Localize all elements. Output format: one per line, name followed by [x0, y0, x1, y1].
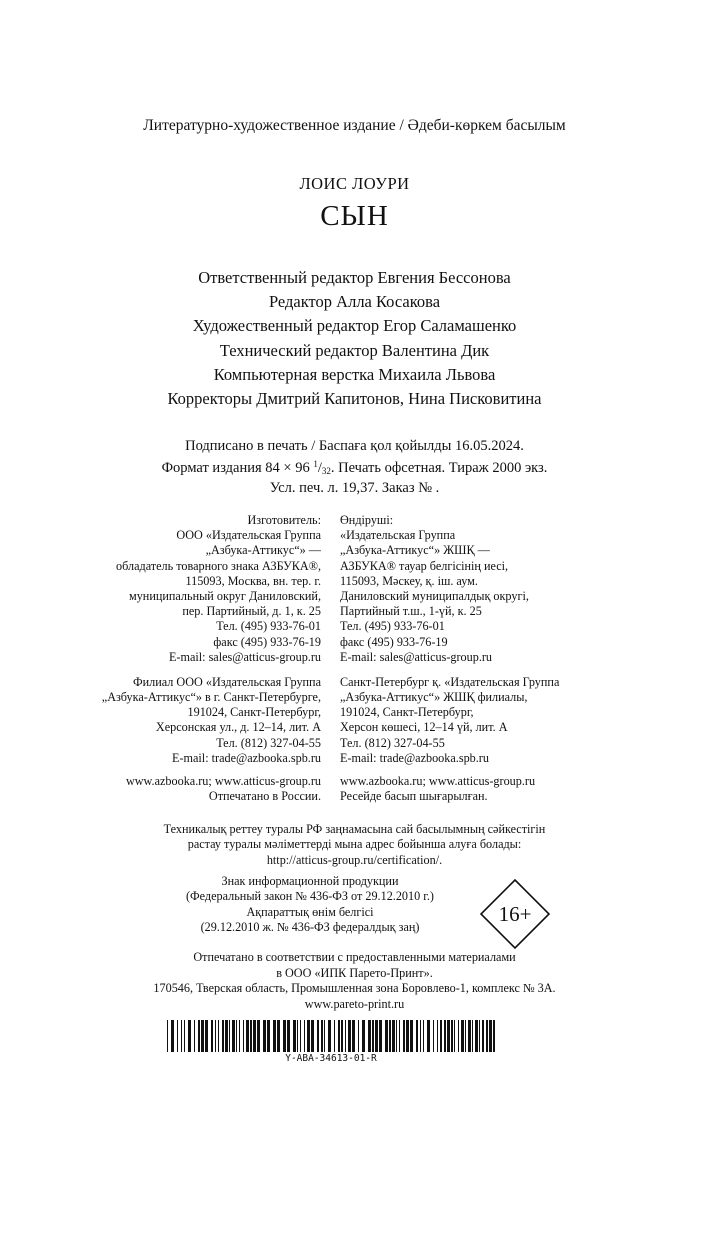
barcode-bar — [167, 1020, 168, 1052]
genre-line: Литературно-художественное издание / Әдеби-көркем басылым — [143, 117, 566, 134]
printer-line: 170546, Тверская область, Промышленная зона Боровлево-1, комплекс № 3А. — [153, 981, 556, 996]
credits-block — [0, 266, 709, 411]
credit-line: Редактор Алла Косакова — [268, 292, 441, 312]
branch-ru-line: „Азбука-Аттикус“» в г. Санкт-Петербурге, — [101, 690, 321, 705]
barcode-bar — [211, 1020, 213, 1052]
barcode-bar — [420, 1020, 421, 1052]
format-line — [0, 456, 709, 481]
barcode-bar — [328, 1020, 331, 1052]
manufacturer-ru-line: Изготовитель: — [247, 513, 321, 527]
barcode-bar — [277, 1020, 280, 1052]
barcode-bar — [486, 1020, 488, 1052]
format-prefix: Формат издания 84 × 96 — [161, 459, 314, 476]
barcode-bar — [334, 1020, 335, 1052]
barcode-bar — [321, 1020, 323, 1052]
manufacturer-kz-line: «Издательская Группа — [340, 528, 456, 543]
barcode-bar — [198, 1020, 200, 1052]
book-title: СЫН — [320, 200, 389, 232]
credit-line: Технический редактор Валентина Дик — [219, 340, 490, 360]
barcode-bar — [458, 1020, 459, 1052]
barcode-bar — [338, 1020, 340, 1052]
printer-info — [0, 950, 709, 1012]
barcode-bar — [385, 1020, 388, 1052]
manufacturer-ru-line: 115093, Москва, вн. тер. г. — [185, 573, 321, 588]
printed-in-ru: Отпечатано в России. — [208, 789, 321, 804]
branch-kz-line: 191024, Санкт-Петербург, — [340, 705, 474, 720]
barcode-bar — [317, 1020, 319, 1052]
certification-line: Техникалық реттеу туралы РФ заңнамасына сай басылымның сәйкестігін — [163, 822, 546, 836]
format-suffix: . Печать офсетная. Тираж 2000 экз. — [330, 459, 548, 476]
barcode-bar — [287, 1020, 290, 1052]
printed-in-kz: Ресейде басып шығарылған. — [340, 789, 488, 804]
barcode-bar — [239, 1020, 240, 1052]
barcode-bar — [324, 1020, 325, 1052]
barcode-bar — [297, 1020, 298, 1052]
barcode-bar — [461, 1020, 464, 1052]
author-name: ЛОИС ЛОУРИ — [299, 174, 410, 193]
barcode-bar — [215, 1020, 216, 1052]
manufacturer-kz-column — [340, 513, 700, 804]
barcode-bar — [267, 1020, 270, 1052]
barcode-bar — [479, 1020, 480, 1052]
barcode-bar — [181, 1020, 182, 1052]
barcode-bar — [358, 1020, 359, 1052]
branch-ru-line: Тел. (812) 327-04-55 — [216, 735, 321, 750]
barcode-bar — [300, 1020, 301, 1052]
barcode-bar — [368, 1020, 371, 1052]
barcode-bar — [257, 1020, 260, 1052]
publication-info — [0, 438, 709, 498]
barcode-bar — [205, 1020, 208, 1052]
barcode-bar — [171, 1020, 174, 1052]
barcode-bar — [177, 1020, 178, 1052]
signed-date: Подписано в печать / Баспаға қол қойылды 16.05.2024. — [185, 438, 524, 454]
barcode-bar — [444, 1020, 446, 1052]
credit-line: Корректоры Дмитрий Капитонов, Нина Писковитина — [167, 389, 542, 409]
manufacturer-kz-line: Даниловский муниципалдық округі, — [340, 588, 529, 603]
branch-kz-line: Санкт-Петербург қ. «Издательская Группа — [340, 674, 560, 689]
manufacturer-ru-line: E-mail: sales@atticus-group.ru — [168, 649, 321, 664]
sign-line: Ақпараттық өнім белгісі — [246, 904, 374, 919]
barcode-bar — [345, 1020, 346, 1052]
barcode-bar — [482, 1020, 484, 1052]
barcode-bar — [236, 1020, 237, 1052]
barcode-bar — [307, 1020, 310, 1052]
branch-kz-line: „Азбука-Аттикус“» ЖШҚ филиалы, — [340, 690, 528, 705]
sign-line: (Федеральный закон № 436-ФЗ от 29.12.2010 г.) — [186, 889, 434, 904]
barcode-bar — [250, 1020, 252, 1052]
barcode-bar — [253, 1020, 256, 1052]
barcode-bar — [283, 1020, 286, 1052]
barcode-bar — [465, 1020, 466, 1052]
manufacturer-kz-line: Партийный т.ш., 1-үй, к. 25 — [340, 604, 482, 619]
barcode-bar — [304, 1020, 305, 1052]
barcode-bar — [472, 1020, 473, 1052]
barcode-bar — [225, 1020, 228, 1052]
manufacturer-ru-line: факс (495) 933-76-19 — [213, 634, 321, 649]
branch-ru-line: Филиал ООО «Издательская Группа — [133, 674, 321, 689]
format-numerator: 1 — [313, 458, 318, 469]
barcode-bar — [396, 1020, 397, 1052]
barcode-bar — [403, 1020, 405, 1052]
barcode-bar — [201, 1020, 204, 1052]
format-slash: / — [317, 459, 322, 476]
barcode-bar — [493, 1020, 495, 1052]
manufacturer-kz-line: АЗБУКА® тауар белгісінің иесі, — [340, 558, 509, 573]
manufacturer-kz-line: 115093, Мәскеу, қ. іш. аум. — [340, 573, 478, 588]
barcode-bar — [392, 1020, 395, 1052]
branch-kz-line: Херсон көшесі, 12–14 үй, лит. А — [340, 720, 508, 735]
barcode-bar — [218, 1020, 219, 1052]
barcode-bar — [273, 1020, 276, 1052]
sign-line: Знак информационной продукции — [221, 874, 399, 888]
printer-line: в ООО «ИПК Парето-Принт». — [276, 965, 433, 980]
barcode-bar — [468, 1020, 471, 1052]
barcode-bar — [243, 1020, 244, 1052]
sign-line: (29.12.2010 ж. № 436-ФЗ федералдық заң) — [200, 920, 420, 935]
barcode-bar — [379, 1020, 382, 1052]
barcode-bar — [451, 1020, 453, 1052]
credit-line: Ответственный редактор Евгения Бессонова — [198, 268, 511, 287]
barcode-bar — [246, 1020, 249, 1052]
barcode-bar — [475, 1020, 478, 1052]
manufacturer-kz-line: Өндіруші: — [340, 513, 394, 527]
manufacturer-kz-line: „Азбука-Аттикус“» ЖШҚ — — [340, 543, 490, 558]
manufacturer-kz-line: E-mail: sales@atticus-group.ru — [340, 649, 493, 664]
manufacturer-ru-line: „Азбука-Аттикус“» — — [205, 543, 321, 558]
barcode-bar — [410, 1020, 413, 1052]
barcode-bar — [416, 1020, 418, 1052]
website-ru: www.azbooka.ru; www.atticus-group.ru — [125, 774, 321, 788]
manufacturer-ru-line: Тел. (495) 933-76-01 — [216, 619, 321, 634]
manufacturer-kz-line: Тел. (495) 933-76-01 — [340, 619, 445, 634]
format-denominator: 32 — [321, 465, 331, 476]
age-rating-text: 16+ — [498, 902, 532, 926]
printer-line: Отпечатано в соответствии с предоставленными материалами — [193, 950, 516, 964]
barcode-bar — [222, 1020, 224, 1052]
credit-line: Художественный редактор Егор Саламашенко — [192, 316, 517, 336]
manufacturer-kz-line: факс (495) 933-76-19 — [340, 634, 448, 649]
manufacturer-ru-line: пер. Партийный, д. 1, к. 25 — [182, 604, 321, 619]
info-product-sign — [150, 874, 470, 936]
barcode — [166, 1020, 496, 1052]
certification-url: http://atticus-group.ru/certification/. — [266, 852, 443, 867]
branch-ru-line: 191024, Санкт-Петербург, — [187, 705, 321, 720]
barcode-bar — [427, 1020, 430, 1052]
manufacturer-ru-column — [0, 513, 321, 804]
barcode-bar — [341, 1020, 343, 1052]
barcode-bar — [188, 1020, 191, 1052]
barcode-bar — [375, 1020, 378, 1052]
branch-kz-line: Тел. (812) 327-04-55 — [340, 735, 445, 750]
barcode-bar — [433, 1020, 434, 1052]
barcode-bar — [454, 1020, 455, 1052]
barcode-bar — [352, 1020, 355, 1052]
barcode-bar — [362, 1020, 365, 1052]
barcode-bar — [348, 1020, 351, 1052]
age-rating-badge — [480, 879, 550, 949]
barcode-bar — [293, 1020, 296, 1052]
barcode-bar — [440, 1020, 442, 1052]
barcode-bar — [423, 1020, 424, 1052]
barcode-bar — [389, 1020, 391, 1052]
manufacturer-ru-line: муниципальный округ Даниловский, — [129, 588, 321, 603]
certification-info — [0, 822, 709, 868]
barcode-bar — [406, 1020, 409, 1052]
barcode-bar — [184, 1020, 185, 1052]
barcode-bar — [437, 1020, 438, 1052]
certification-line: растау туралы мәліметтерді мына адрес бойынша алуға болады: — [187, 837, 522, 852]
barcode-bar — [229, 1020, 230, 1052]
barcode-bar — [489, 1020, 492, 1052]
barcode-bar — [232, 1020, 235, 1052]
barcode-bar — [447, 1020, 450, 1052]
barcode-bar — [194, 1020, 195, 1052]
barcode-bar — [263, 1020, 266, 1052]
manufacturer-ru-line: ООО «Издательская Группа — [176, 528, 321, 543]
printer-url: www.pareto-print.ru — [304, 996, 405, 1011]
manufacturer-ru-line: обладатель товарного знака АЗБУКА®, — [116, 558, 321, 573]
barcode-label: Y-ABA-34613-01-R — [285, 1053, 377, 1064]
sheets-line: Усл. печ. л. 19,37. Заказ № . — [269, 480, 440, 496]
credit-line: Компьютерная верстка Михаила Львова — [213, 364, 496, 384]
website-kz: www.azbooka.ru; www.atticus-group.ru — [340, 774, 536, 788]
branch-kz-line: E-mail: trade@azbooka.spb.ru — [340, 750, 489, 765]
barcode-bar — [399, 1020, 400, 1052]
barcode-bar — [372, 1020, 374, 1052]
branch-ru-line: E-mail: trade@azbooka.spb.ru — [172, 750, 321, 765]
branch-ru-line: Херсонская ул., д. 12–14, лит. А — [155, 720, 321, 735]
barcode-bar — [311, 1020, 314, 1052]
